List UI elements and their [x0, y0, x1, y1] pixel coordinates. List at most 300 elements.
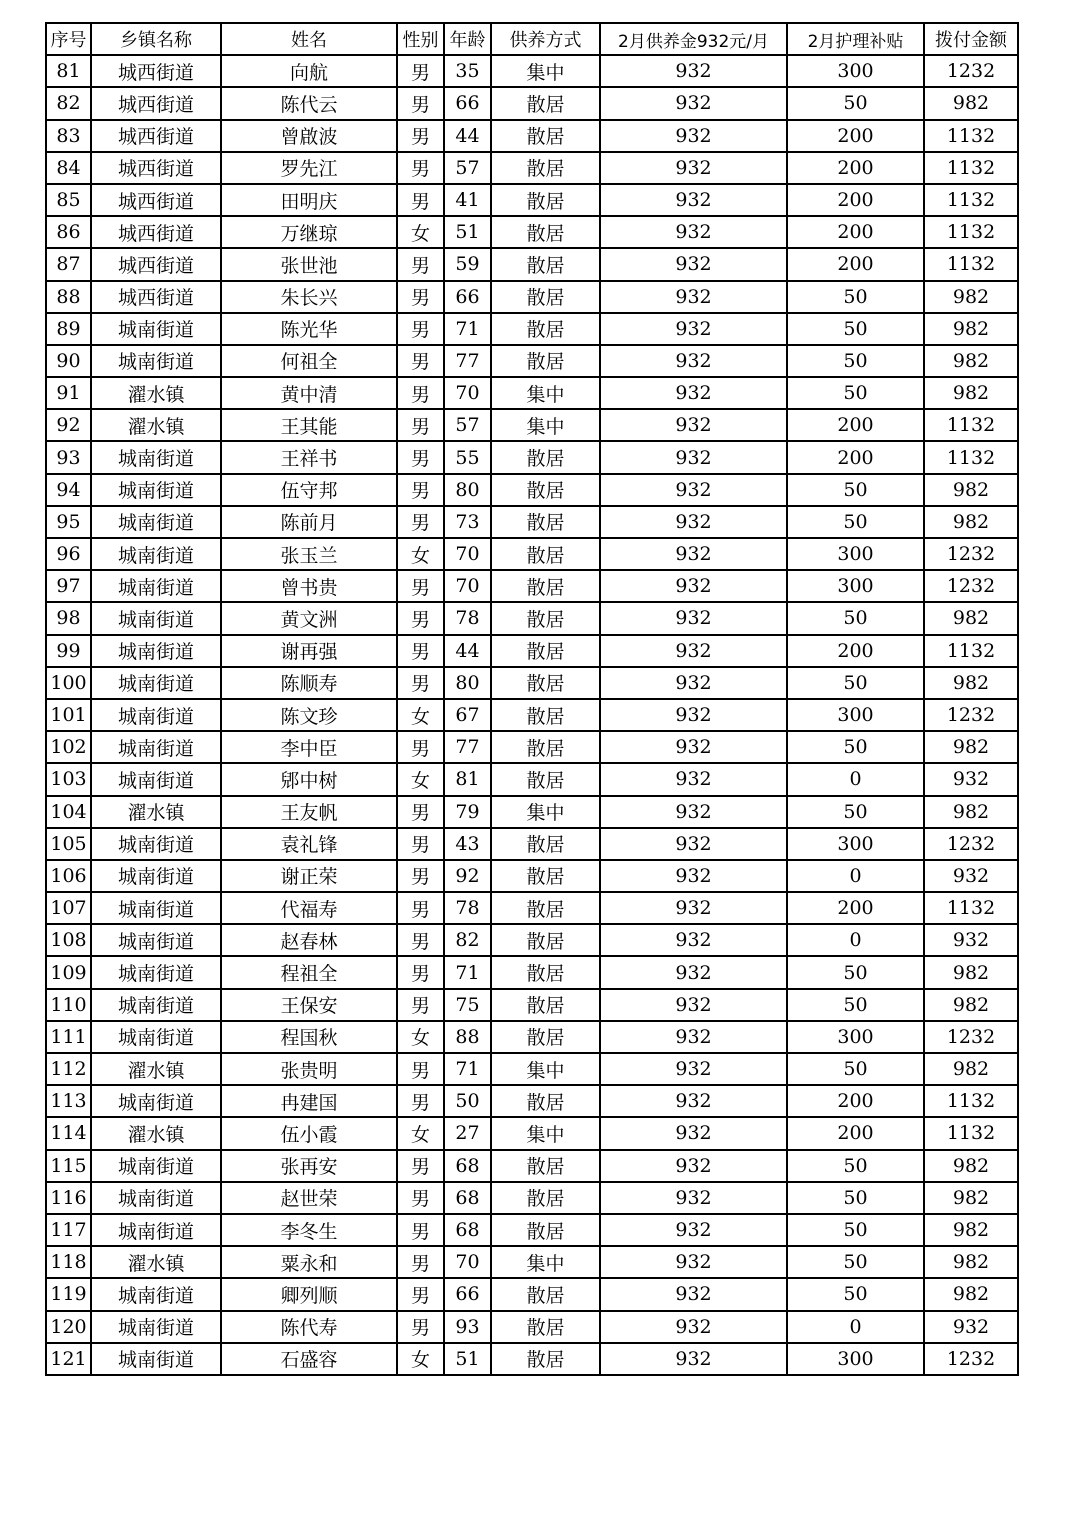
cell-gender: 男: [397, 409, 444, 441]
cell-support-mode: 散居: [491, 635, 600, 667]
cell-index: 104: [46, 796, 91, 828]
cell-support-mode: 散居: [491, 506, 600, 538]
cell-care-subsidy: 50: [787, 474, 924, 506]
cell-index: 110: [46, 989, 91, 1021]
cell-age: 35: [444, 55, 491, 87]
cell-gender: 男: [397, 796, 444, 828]
cell-index: 98: [46, 602, 91, 634]
cell-care-subsidy: 50: [787, 796, 924, 828]
cell-payment-amount: 982: [924, 1182, 1018, 1214]
table-row: [46, 1117, 1018, 1149]
cell-name: 陈代云: [221, 87, 397, 119]
cell-index: 95: [46, 506, 91, 538]
cell-support-mode: 散居: [491, 216, 600, 248]
cell-town: 城南街道: [91, 538, 221, 570]
cell-index: 90: [46, 345, 91, 377]
cell-index: 111: [46, 1021, 91, 1053]
cell-support-mode: 集中: [491, 409, 600, 441]
table-row: [46, 87, 1018, 119]
cell-payment-amount: 932: [924, 763, 1018, 795]
cell-care-subsidy: 200: [787, 1085, 924, 1117]
cell-age: 81: [444, 763, 491, 795]
cell-name: 罗先江: [221, 152, 397, 184]
cell-name: 郳中树: [221, 763, 397, 795]
cell-name: 李中臣: [221, 731, 397, 763]
cell-gender: 男: [397, 570, 444, 602]
cell-gender: 男: [397, 55, 444, 87]
cell-gender: 男: [397, 1182, 444, 1214]
cell-gender: 男: [397, 281, 444, 313]
table-row: [46, 152, 1018, 184]
cell-name: 谢正荣: [221, 860, 397, 892]
cell-support-mode: 散居: [491, 1214, 600, 1246]
cell-support-mode: 散居: [491, 1182, 600, 1214]
table-row: [46, 184, 1018, 216]
cell-age: 70: [444, 570, 491, 602]
cell-town: 城南街道: [91, 635, 221, 667]
table-row: [46, 216, 1018, 248]
cell-support-fund: 932: [600, 506, 787, 538]
table-row: [46, 860, 1018, 892]
cell-payment-amount: 982: [924, 377, 1018, 409]
table-row: [46, 474, 1018, 506]
cell-gender: 男: [397, 248, 444, 280]
cell-gender: 女: [397, 699, 444, 731]
cell-town: 城西街道: [91, 184, 221, 216]
cell-support-fund: 932: [600, 828, 787, 860]
cell-support-mode: 散居: [491, 1150, 600, 1182]
cell-town: 城南街道: [91, 989, 221, 1021]
cell-support-fund: 932: [600, 409, 787, 441]
cell-support-fund: 932: [600, 796, 787, 828]
cell-name: 赵世荣: [221, 1182, 397, 1214]
table-row: [46, 989, 1018, 1021]
header-row: [46, 23, 1018, 55]
cell-index: 120: [46, 1311, 91, 1343]
cell-support-mode: 散居: [491, 87, 600, 119]
cell-age: 43: [444, 828, 491, 860]
cell-index: 117: [46, 1214, 91, 1246]
cell-town: 濯水镇: [91, 1246, 221, 1278]
cell-town: 城南街道: [91, 699, 221, 731]
cell-payment-amount: 982: [924, 731, 1018, 763]
table-body: [46, 55, 1018, 1375]
cell-gender: 男: [397, 1278, 444, 1310]
cell-gender: 男: [397, 667, 444, 699]
cell-age: 68: [444, 1214, 491, 1246]
cell-town: 城西街道: [91, 55, 221, 87]
cell-gender: 男: [397, 1085, 444, 1117]
cell-payment-amount: 1132: [924, 216, 1018, 248]
cell-town: 城南街道: [91, 731, 221, 763]
table-row: [46, 1085, 1018, 1117]
cell-support-mode: 散居: [491, 924, 600, 956]
cell-support-mode: 集中: [491, 796, 600, 828]
cell-town: 城西街道: [91, 120, 221, 152]
cell-town: 城南街道: [91, 924, 221, 956]
cell-gender: 男: [397, 152, 444, 184]
cell-support-fund: 932: [600, 1246, 787, 1278]
cell-name: 冉建国: [221, 1085, 397, 1117]
cell-payment-amount: 982: [924, 87, 1018, 119]
cell-town: 城南街道: [91, 602, 221, 634]
cell-care-subsidy: 300: [787, 1343, 924, 1375]
cell-town: 濯水镇: [91, 1053, 221, 1085]
cell-support-fund: 932: [600, 1150, 787, 1182]
cell-name: 王保安: [221, 989, 397, 1021]
cell-support-fund: 932: [600, 313, 787, 345]
cell-care-subsidy: 200: [787, 635, 924, 667]
cell-age: 66: [444, 87, 491, 119]
cell-index: 108: [46, 924, 91, 956]
cell-support-fund: 932: [600, 924, 787, 956]
table-row: [46, 828, 1018, 860]
cell-town: 城西街道: [91, 152, 221, 184]
cell-town: 城南街道: [91, 956, 221, 988]
cell-index: 103: [46, 763, 91, 795]
cell-support-mode: 集中: [491, 55, 600, 87]
cell-support-fund: 932: [600, 538, 787, 570]
header-index: 序号: [46, 23, 91, 55]
cell-age: 79: [444, 796, 491, 828]
cell-index: 105: [46, 828, 91, 860]
cell-support-mode: 散居: [491, 860, 600, 892]
cell-support-fund: 932: [600, 120, 787, 152]
cell-name: 程国秋: [221, 1021, 397, 1053]
cell-name: 张再安: [221, 1150, 397, 1182]
cell-care-subsidy: 50: [787, 602, 924, 634]
cell-support-mode: 散居: [491, 1085, 600, 1117]
cell-town: 濯水镇: [91, 1117, 221, 1149]
cell-index: 93: [46, 441, 91, 473]
cell-age: 73: [444, 506, 491, 538]
table-row: [46, 699, 1018, 731]
cell-support-mode: 散居: [491, 281, 600, 313]
cell-gender: 男: [397, 441, 444, 473]
cell-town: 城南街道: [91, 763, 221, 795]
cell-support-mode: 散居: [491, 699, 600, 731]
cell-payment-amount: 1132: [924, 892, 1018, 924]
cell-gender: 男: [397, 377, 444, 409]
cell-support-fund: 932: [600, 248, 787, 280]
cell-support-mode: 散居: [491, 1311, 600, 1343]
cell-payment-amount: 1232: [924, 1343, 1018, 1375]
cell-index: 116: [46, 1182, 91, 1214]
cell-name: 陈代寿: [221, 1311, 397, 1343]
cell-name: 朱长兴: [221, 281, 397, 313]
header-age: 年龄: [444, 23, 491, 55]
table-row: [46, 1278, 1018, 1310]
cell-care-subsidy: 0: [787, 924, 924, 956]
cell-town: 濯水镇: [91, 409, 221, 441]
table-row: [46, 313, 1018, 345]
cell-age: 80: [444, 474, 491, 506]
cell-index: 113: [46, 1085, 91, 1117]
cell-support-mode: 集中: [491, 1053, 600, 1085]
cell-age: 55: [444, 441, 491, 473]
header-support-mode: 供养方式: [491, 23, 600, 55]
cell-payment-amount: 1132: [924, 441, 1018, 473]
table-row: [46, 635, 1018, 667]
cell-support-mode: 散居: [491, 184, 600, 216]
cell-age: 59: [444, 248, 491, 280]
cell-payment-amount: 982: [924, 313, 1018, 345]
cell-index: 88: [46, 281, 91, 313]
cell-age: 70: [444, 377, 491, 409]
cell-support-fund: 932: [600, 281, 787, 313]
cell-age: 66: [444, 1278, 491, 1310]
cell-town: 濯水镇: [91, 796, 221, 828]
cell-support-fund: 932: [600, 860, 787, 892]
cell-support-mode: 散居: [491, 763, 600, 795]
cell-support-fund: 932: [600, 731, 787, 763]
cell-name: 黄中清: [221, 377, 397, 409]
cell-gender: 男: [397, 1053, 444, 1085]
cell-payment-amount: 982: [924, 281, 1018, 313]
cell-age: 27: [444, 1117, 491, 1149]
cell-age: 77: [444, 345, 491, 377]
cell-name: 陈文珍: [221, 699, 397, 731]
cell-age: 92: [444, 860, 491, 892]
cell-care-subsidy: 50: [787, 1053, 924, 1085]
cell-payment-amount: 982: [924, 474, 1018, 506]
header-support-fund: 2月供养金932元/月: [600, 23, 787, 55]
cell-gender: 男: [397, 956, 444, 988]
cell-support-mode: 散居: [491, 120, 600, 152]
cell-index: 89: [46, 313, 91, 345]
cell-payment-amount: 932: [924, 924, 1018, 956]
cell-support-fund: 932: [600, 1311, 787, 1343]
cell-name: 谢再强: [221, 635, 397, 667]
cell-support-mode: 散居: [491, 570, 600, 602]
cell-support-fund: 932: [600, 892, 787, 924]
cell-support-mode: 散居: [491, 667, 600, 699]
cell-care-subsidy: 200: [787, 441, 924, 473]
cell-support-fund: 932: [600, 377, 787, 409]
table-row: [46, 1021, 1018, 1053]
table-row: [46, 1246, 1018, 1278]
cell-town: 城西街道: [91, 216, 221, 248]
cell-gender: 女: [397, 1343, 444, 1375]
cell-gender: 男: [397, 635, 444, 667]
table-row: [46, 1150, 1018, 1182]
cell-name: 陈前月: [221, 506, 397, 538]
cell-support-mode: 散居: [491, 313, 600, 345]
cell-payment-amount: 982: [924, 796, 1018, 828]
cell-index: 85: [46, 184, 91, 216]
cell-care-subsidy: 50: [787, 989, 924, 1021]
cell-gender: 男: [397, 924, 444, 956]
table-row: [46, 55, 1018, 87]
cell-care-subsidy: 300: [787, 699, 924, 731]
cell-support-mode: 散居: [491, 892, 600, 924]
cell-index: 109: [46, 956, 91, 988]
cell-care-subsidy: 50: [787, 1150, 924, 1182]
cell-index: 100: [46, 667, 91, 699]
header-gender: 性别: [397, 23, 444, 55]
cell-index: 91: [46, 377, 91, 409]
cell-name: 向航: [221, 55, 397, 87]
cell-index: 119: [46, 1278, 91, 1310]
cell-town: 城南街道: [91, 1021, 221, 1053]
cell-name: 张世池: [221, 248, 397, 280]
cell-age: 68: [444, 1182, 491, 1214]
cell-payment-amount: 982: [924, 1278, 1018, 1310]
cell-support-fund: 932: [600, 1021, 787, 1053]
cell-name: 田明庆: [221, 184, 397, 216]
cell-care-subsidy: 0: [787, 860, 924, 892]
cell-town: 城南街道: [91, 1311, 221, 1343]
table-row: [46, 1343, 1018, 1375]
table-row: [46, 248, 1018, 280]
cell-care-subsidy: 300: [787, 570, 924, 602]
cell-care-subsidy: 300: [787, 1021, 924, 1053]
cell-support-mode: 集中: [491, 1246, 600, 1278]
cell-support-mode: 散居: [491, 828, 600, 860]
table-row: [46, 1214, 1018, 1246]
cell-name: 张贵明: [221, 1053, 397, 1085]
table-row: [46, 409, 1018, 441]
cell-support-fund: 932: [600, 956, 787, 988]
table-row: [46, 441, 1018, 473]
cell-index: 94: [46, 474, 91, 506]
table-row: [46, 602, 1018, 634]
table-row: [46, 1053, 1018, 1085]
cell-age: 41: [444, 184, 491, 216]
cell-support-mode: 集中: [491, 1117, 600, 1149]
cell-town: 城南街道: [91, 860, 221, 892]
cell-support-fund: 932: [600, 345, 787, 377]
cell-payment-amount: 982: [924, 602, 1018, 634]
cell-care-subsidy: 50: [787, 956, 924, 988]
cell-town: 城南街道: [91, 1150, 221, 1182]
cell-gender: 男: [397, 87, 444, 119]
cell-care-subsidy: 50: [787, 87, 924, 119]
table-row: [46, 281, 1018, 313]
cell-payment-amount: 1232: [924, 699, 1018, 731]
cell-payment-amount: 982: [924, 345, 1018, 377]
cell-payment-amount: 1132: [924, 248, 1018, 280]
cell-support-fund: 932: [600, 55, 787, 87]
cell-age: 51: [444, 216, 491, 248]
cell-index: 101: [46, 699, 91, 731]
cell-name: 何祖全: [221, 345, 397, 377]
cell-town: 城南街道: [91, 1278, 221, 1310]
cell-support-mode: 散居: [491, 345, 600, 377]
cell-payment-amount: 1232: [924, 538, 1018, 570]
cell-index: 82: [46, 87, 91, 119]
cell-payment-amount: 1232: [924, 55, 1018, 87]
cell-index: 112: [46, 1053, 91, 1085]
cell-age: 93: [444, 1311, 491, 1343]
cell-support-fund: 932: [600, 87, 787, 119]
cell-care-subsidy: 200: [787, 1117, 924, 1149]
cell-payment-amount: 982: [924, 1214, 1018, 1246]
cell-gender: 男: [397, 1150, 444, 1182]
cell-payment-amount: 1132: [924, 152, 1018, 184]
cell-name: 张玉兰: [221, 538, 397, 570]
cell-age: 57: [444, 409, 491, 441]
cell-gender: 男: [397, 345, 444, 377]
table-row: [46, 1311, 1018, 1343]
cell-support-fund: 932: [600, 1085, 787, 1117]
cell-gender: 男: [397, 474, 444, 506]
cell-gender: 女: [397, 538, 444, 570]
cell-payment-amount: 982: [924, 956, 1018, 988]
cell-care-subsidy: 200: [787, 152, 924, 184]
cell-care-subsidy: 0: [787, 763, 924, 795]
cell-index: 81: [46, 55, 91, 87]
cell-town: 城南街道: [91, 1182, 221, 1214]
cell-support-mode: 散居: [491, 1021, 600, 1053]
table-row: [46, 667, 1018, 699]
cell-payment-amount: 932: [924, 860, 1018, 892]
cell-town: 城南街道: [91, 1343, 221, 1375]
cell-name: 王祥书: [221, 441, 397, 473]
cell-age: 68: [444, 1150, 491, 1182]
cell-name: 伍守邦: [221, 474, 397, 506]
cell-care-subsidy: 300: [787, 55, 924, 87]
cell-name: 袁礼锋: [221, 828, 397, 860]
cell-gender: 男: [397, 184, 444, 216]
cell-payment-amount: 1232: [924, 1021, 1018, 1053]
cell-name: 曾书贵: [221, 570, 397, 602]
cell-gender: 男: [397, 1214, 444, 1246]
cell-care-subsidy: 200: [787, 248, 924, 280]
header-town: 乡镇名称: [91, 23, 221, 55]
cell-support-fund: 932: [600, 1182, 787, 1214]
cell-support-fund: 932: [600, 570, 787, 602]
cell-care-subsidy: 200: [787, 120, 924, 152]
cell-name: 王其能: [221, 409, 397, 441]
header-name: 姓名: [221, 23, 397, 55]
cell-support-mode: 散居: [491, 731, 600, 763]
table-row: [46, 892, 1018, 924]
cell-age: 82: [444, 924, 491, 956]
cell-name: 陈光华: [221, 313, 397, 345]
cell-name: 黄文洲: [221, 602, 397, 634]
cell-gender: 女: [397, 216, 444, 248]
cell-gender: 男: [397, 602, 444, 634]
cell-support-mode: 散居: [491, 956, 600, 988]
cell-index: 102: [46, 731, 91, 763]
cell-care-subsidy: 50: [787, 506, 924, 538]
cell-gender: 男: [397, 506, 444, 538]
cell-gender: 女: [397, 763, 444, 795]
cell-care-subsidy: 50: [787, 345, 924, 377]
cell-care-subsidy: 300: [787, 538, 924, 570]
cell-support-fund: 932: [600, 989, 787, 1021]
cell-age: 71: [444, 956, 491, 988]
cell-name: 曾啟波: [221, 120, 397, 152]
cell-age: 57: [444, 152, 491, 184]
cell-index: 86: [46, 216, 91, 248]
cell-payment-amount: 982: [924, 1246, 1018, 1278]
cell-town: 城西街道: [91, 248, 221, 280]
cell-gender: 男: [397, 860, 444, 892]
table-row: [46, 538, 1018, 570]
cell-gender: 男: [397, 1246, 444, 1278]
cell-gender: 男: [397, 313, 444, 345]
table-row: [46, 796, 1018, 828]
cell-town: 城西街道: [91, 281, 221, 313]
cell-payment-amount: 1232: [924, 828, 1018, 860]
cell-care-subsidy: 200: [787, 184, 924, 216]
cell-gender: 男: [397, 1311, 444, 1343]
cell-care-subsidy: 50: [787, 313, 924, 345]
cell-care-subsidy: 50: [787, 1278, 924, 1310]
cell-care-subsidy: 50: [787, 377, 924, 409]
